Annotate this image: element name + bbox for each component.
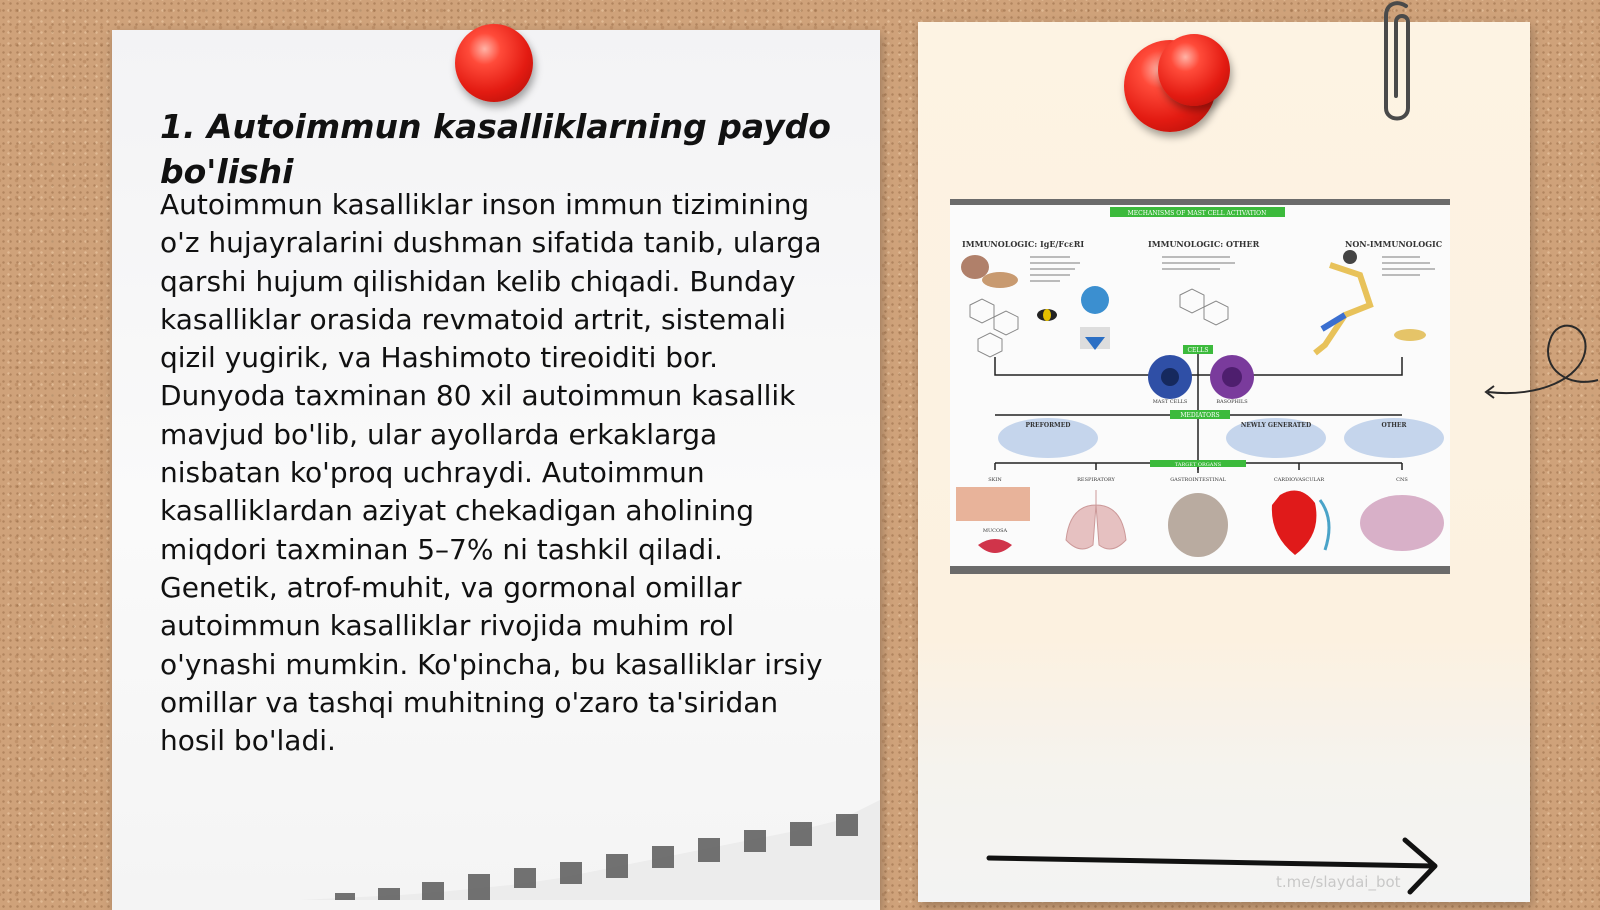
paperclip-icon xyxy=(1376,0,1420,126)
bullet-lines xyxy=(1030,257,1435,281)
peanut-icon xyxy=(982,272,1018,288)
lungs-icon xyxy=(1066,490,1126,549)
runner-icon xyxy=(1315,265,1370,353)
mediator-other: OTHER xyxy=(1381,422,1407,429)
brain-icon xyxy=(1360,495,1444,551)
intestine-icon xyxy=(1168,493,1228,557)
column-immunologic-other: IMMUNOLOGIC: OTHER xyxy=(1148,239,1260,249)
organ-gi-label: GASTROINTESTINAL xyxy=(1170,477,1226,483)
antibody-icon xyxy=(1180,289,1228,325)
vessel-icon xyxy=(1320,500,1329,550)
organs-label: TARGET ORGANS xyxy=(1174,462,1222,468)
torn-edge-decoration xyxy=(300,800,880,900)
banner-top-text: MECHANISMS OF MAST CELL ACTIVATION xyxy=(1127,210,1267,217)
basophil-nucleus xyxy=(1222,367,1242,387)
heart-icon xyxy=(1272,491,1317,556)
loop-arrow-icon xyxy=(1480,310,1600,400)
shrimp-icon xyxy=(961,255,989,279)
mediator-preformed: PREFORMED xyxy=(1025,422,1071,429)
pushpin-icon xyxy=(1158,34,1230,106)
organ-skin-label: SKIN xyxy=(988,477,1002,483)
mast-cell-infographic xyxy=(950,199,1450,574)
watermark: t.me/slaydai_bot xyxy=(1276,873,1401,891)
organ-cns-label: CNS xyxy=(1396,477,1408,483)
pushpin-icon xyxy=(455,24,533,102)
skin-icon xyxy=(956,487,1030,521)
organ-cardio-label: CARDIOVASCULAR xyxy=(1273,477,1325,483)
mediators-label: MEDIATORS xyxy=(1180,412,1220,419)
slide-body-text: Autoimmun kasalliklar inson immun tizimining o'z hujayralarini dushman sifatida tanib, ularga qarshi hujum qilishidan kelib chiqadi. Bunday kasalliklar orasida revmatoid artrit, sistemali qizil yugirik, va Hashimoto tireoiditi bor. Dunyoda taxminan 80 xil autoimmun kasallik mavjud bo'lib, ular ayollarda erkaklarga nisbatan ko'proq uchraydi. Autoimmun kasalliklardan aziyat chekadigan aholining miqdori taxminan 5–7% ni tashkil qiladi. Genetik, atrof-muhit, va gormonal omillar autoimmun kasalliklar rivojida muhim rol o'ynashi mumkin. Ko'pincha, bu kasalliklar irsiy omillar va tashqi muhitning o'zaro ta'siridan hosil bo'ladi. xyxy=(160,188,823,758)
column-immunologic-ige: IMMUNOLOGIC: IgE/FcεRI xyxy=(962,239,1085,249)
runner-head xyxy=(1343,250,1357,264)
lips-icon xyxy=(978,539,1012,553)
molecule-icon xyxy=(970,299,1018,357)
food-icon xyxy=(1394,329,1426,341)
mast-cells-label: MAST CELLS xyxy=(1152,399,1188,405)
bee-stripe xyxy=(1043,309,1051,321)
slide-title: 1. Autoimmun kasalliklarning paydo bo'lishi xyxy=(160,107,831,191)
column-non-immunologic: NON-IMMUNOLOGIC xyxy=(1345,239,1443,249)
cells-label: CELLS xyxy=(1187,347,1209,354)
basophils-label: BASOPHILS xyxy=(1216,399,1248,405)
organ-respiratory-label: RESPIRATORY xyxy=(1077,477,1115,483)
balloon-icon xyxy=(1081,286,1109,314)
mast-cell-nucleus xyxy=(1161,368,1179,386)
mediator-newly-generated: NEWLY GENERATED xyxy=(1240,422,1312,429)
mucosa-label: MUCOSA xyxy=(982,528,1008,534)
